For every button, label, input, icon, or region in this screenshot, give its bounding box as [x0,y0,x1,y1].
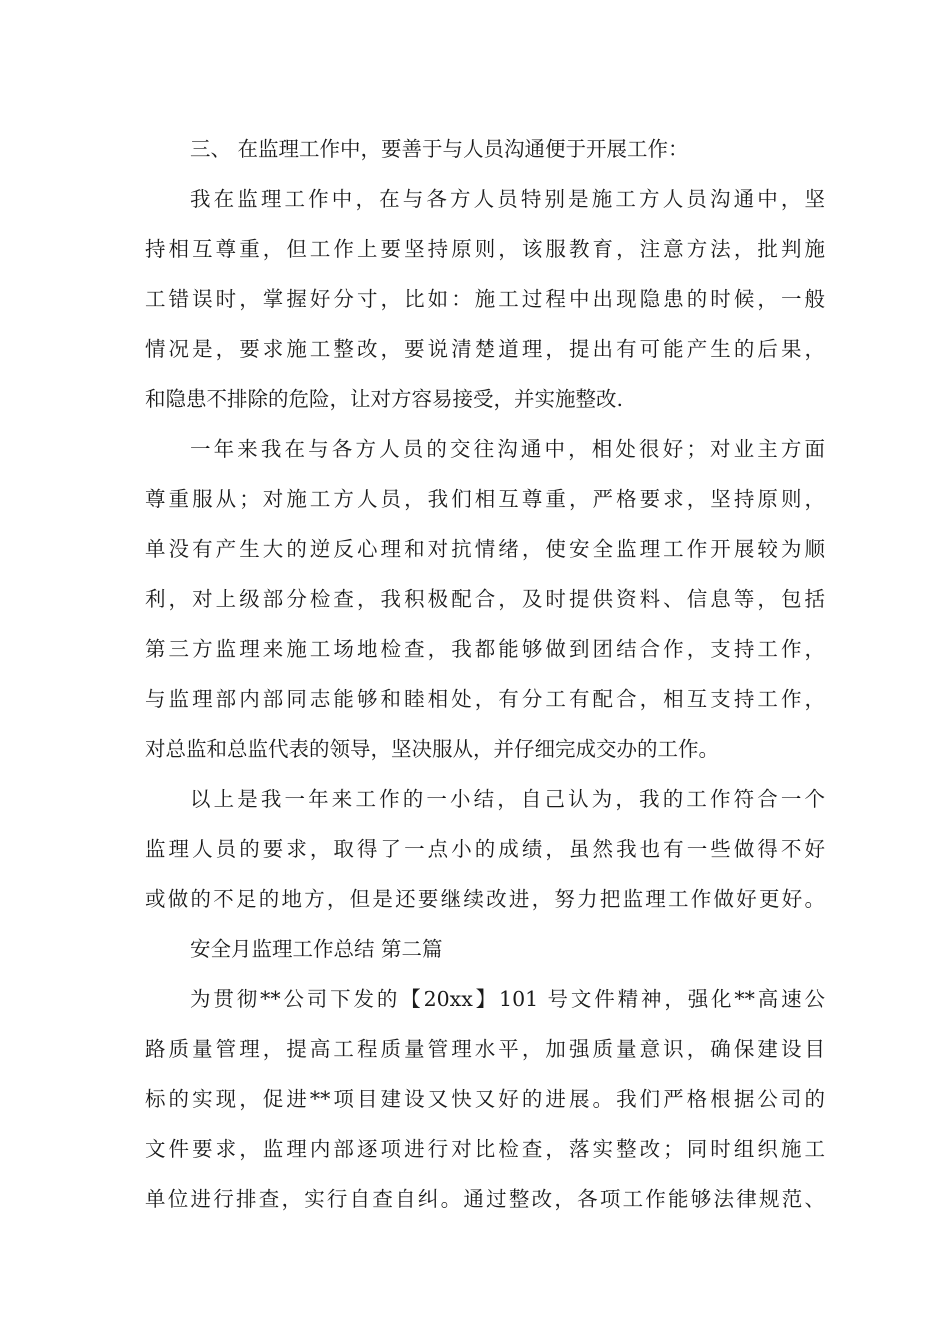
text-line: 文件要求，监理内部逐项进行对比检查，落实整改；同时组织施工 [145,1137,825,1161]
paragraph-relations [145,424,825,774]
text-line: 工错误时，掌握好分寸，比如：施工过程中出现隐患的时候，一般 [145,287,825,311]
paragraph-communication [145,174,825,424]
text-line: 单位进行排查，实行自查自纠。通过整改，各项工作能够法律规范、 [145,1187,825,1211]
paragraph-article-two-intro [145,974,825,1224]
text-line: 为贯彻**公司下发的【20xx】101 号文件精神，强化**高速公 [190,987,825,1011]
section-three-heading [145,124,825,174]
text-line: 路质量管理，提高工程质量管理水平，加强质量意识，确保建设目 [145,1037,825,1061]
text-line: 尊重服从；对施工方人员，我们相互尊重，严格要求，坚持原则， [145,487,825,511]
text-line: 以上是我一年来工作的一小结，自己认为，我的工作符合一个 [190,787,825,811]
text-line: 标的实现，促进**项目建设又快又好的进展。我们严格根据公司的 [145,1087,825,1111]
text-line: 情况是，要求施工整改，要说清楚道理，提出有可能产生的后果， [145,337,825,361]
text-line: 三、 在监理工作中，要善于与人员沟通便于开展工作： [190,137,689,161]
document-body [145,124,825,1224]
text-line: 与监理部内部同志能够和睦相处，有分工有配合，相互支持工作， [145,687,825,711]
text-line: 持相互尊重，但工作上要坚持原则，该服教育，注意方法，批判施 [145,237,825,261]
text-line: 监理人员的要求，取得了一点小的成绩，虽然我也有一些做得不好 [145,837,825,861]
text-line: 安全月监理工作总结 第二篇 [190,937,443,961]
paragraph-summary [145,774,825,924]
text-line: 利，对上级部分检查，我积极配合，及时提供资料、信息等，包括 [145,587,825,611]
text-line: 单没有产生大的逆反心理和对抗情绪，使安全监理工作开展较为顺 [145,537,825,561]
article-two-title [145,924,825,974]
text-line: 一年来我在与各方人员的交往沟通中，相处很好；对业主方面 [190,437,825,461]
text-line: 和隐患不排除的危险，让对方容易接受，并实施整改. [145,387,624,411]
text-line: 我在监理工作中，在与各方人员特别是施工方人员沟通中，坚 [190,187,825,211]
text-line: 第三方监理来施工场地检查，我都能够做到团结合作，支持工作， [145,637,825,661]
text-line: 或做的不足的地方，但是还要继续改进，努力把监理工作做好更好。 [145,887,825,911]
text-line: 对总监和总监代表的领导，坚决服从，并仔细完成交办的工作。 [145,737,719,761]
